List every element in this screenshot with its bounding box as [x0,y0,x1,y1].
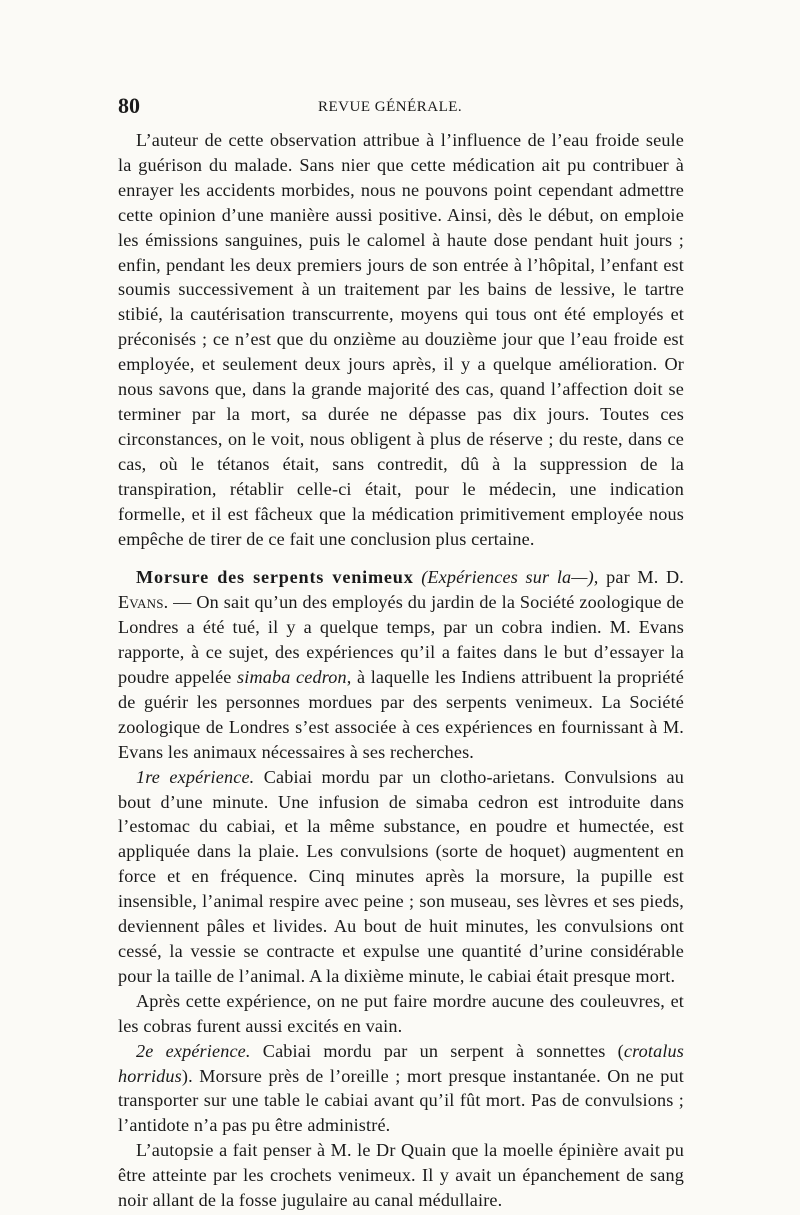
experience-label: 2e expérience. [136,1040,251,1061]
experience-label: 1re expérience. [136,766,255,787]
page-number: 80 [118,93,140,118]
page-header [118,93,684,123]
section-title: Morsure des serpents venimeux [136,567,414,588]
section-title-italic: (Expériences sur la—), [421,567,599,588]
remedy-name: simaba cedron [237,667,347,688]
paragraph-experience-2 [118,1039,684,1139]
paragraph-observation: L’auteur de cette observation attribue à l’influence de l’eau froide seule la guérison du malade. Sans nier que cette médication ait pu contribuer à enrayer les accidents morbides, nous ne pouvons point cependant admettre cette opinion d’une manière aussi positive. Ainsi, dès le début, on emploie les émissions sanguines, puis le calomel à haute dose pendant huit jours ; enfin, pendant les deux premiers jours de son entrée à l’hôpital, l’enfant est soumis successivement à un traitement par les bains de lessive, le tartre stibié, la cautérisation transcurrente, moyens qui tous ont été employés et préconisés ; ce n’est que du onzième au douzième jour que l’eau froide est employée, et seulement deux jours après, il y a quelque amélioration. Or nous savons que, dans la grande majorité des cas, quand l’affection doit se terminer par la mort, sa durée ne dépasse pas dix jours. Toutes ces circonstances, on le voit, nous obligent à plus de réserve ; du reste, dans ce cas, où le tétanos était, sans contredit, dû à la suppression de la transpiration, rétablir celle-ci était, pour le médecin, une indication formelle, et il est fâcheux que la médication primitivement employée nous empêche de tirer de ce fait une conclusion plus certaine. [118,130,684,549]
byline: par M. D. [598,567,684,588]
paragraph-text: . — On sait qu’un des employés du jardin de la Société zoologique de Londres a été tué, il y a quelque temps, par un cobra indien. M. Evans rapporte, à ce sujet, des expériences qu’il a faites dans le but d’essayer la poudre appelée [118,592,684,688]
paragraph-autopsy: L’autopsie a fait penser à M. le Dr Quain que la moelle épinière avait pu être atteinte par les crochets venimeux. Il y avait un épanchement de sang noir allant de la fosse jugulaire au canal médullaire. [118,1140,684,1211]
author-name: Evans [118,592,164,613]
paragraph-text-continued: , à laquelle les Indiens attribuent la propriété de guérir les personnes mordues par des serpents venimeux. La Société zoologique de Londres s’est associée à ces expériences en fournissant à M. Evans les animaux nécessaires à ses recherches. [118,667,684,762]
species-name: crotalus horridus [118,1040,684,1086]
page-body [118,128,684,1213]
experience-text: Cabiai mordu par un serpent à sonnettes ( [250,1040,624,1061]
paragraph-after-experience: Après cette expérience, on ne put faire mordre aucune des couleuvres, et les cobras furent aussi excités en vain. [118,990,684,1036]
experience-text: Cabiai mordu par un clotho-arietans. Convulsions au bout d’une minute. Une infusion de simaba cedron est introduite dans l’estomac du cabiai, et la même substance, en poudre et humectée, est appliquée dans la plaie. Les convulsions (sorte de hoquet) augmentent en force et en fréquence. Cinq minutes après la morsure, la pupille est insensible, l’animal respire avec peine ; son museau, ses lèvres et ses pieds, deviennent pâles et livides. Au bout de huit minutes, les convulsions ont cessé, la vessie se contracte et expulse une quantité d’urine considérable pour la taille de l’animal. A la dixième minute, le cabiai était presque mort. [118,766,684,986]
experience-text-continued: ). Morsure près de l’oreille ; mort presque instantanée. On ne put transporter sur une table le cabiai avant qu’il fût mort. Pas de convulsions ; l’antidote n’a pas pu être administré. [118,1065,684,1136]
paragraph-experience-1 [118,765,684,989]
running-title: REVUE GÉNÉRALE. [318,99,463,115]
paragraph-serpents [118,565,684,764]
